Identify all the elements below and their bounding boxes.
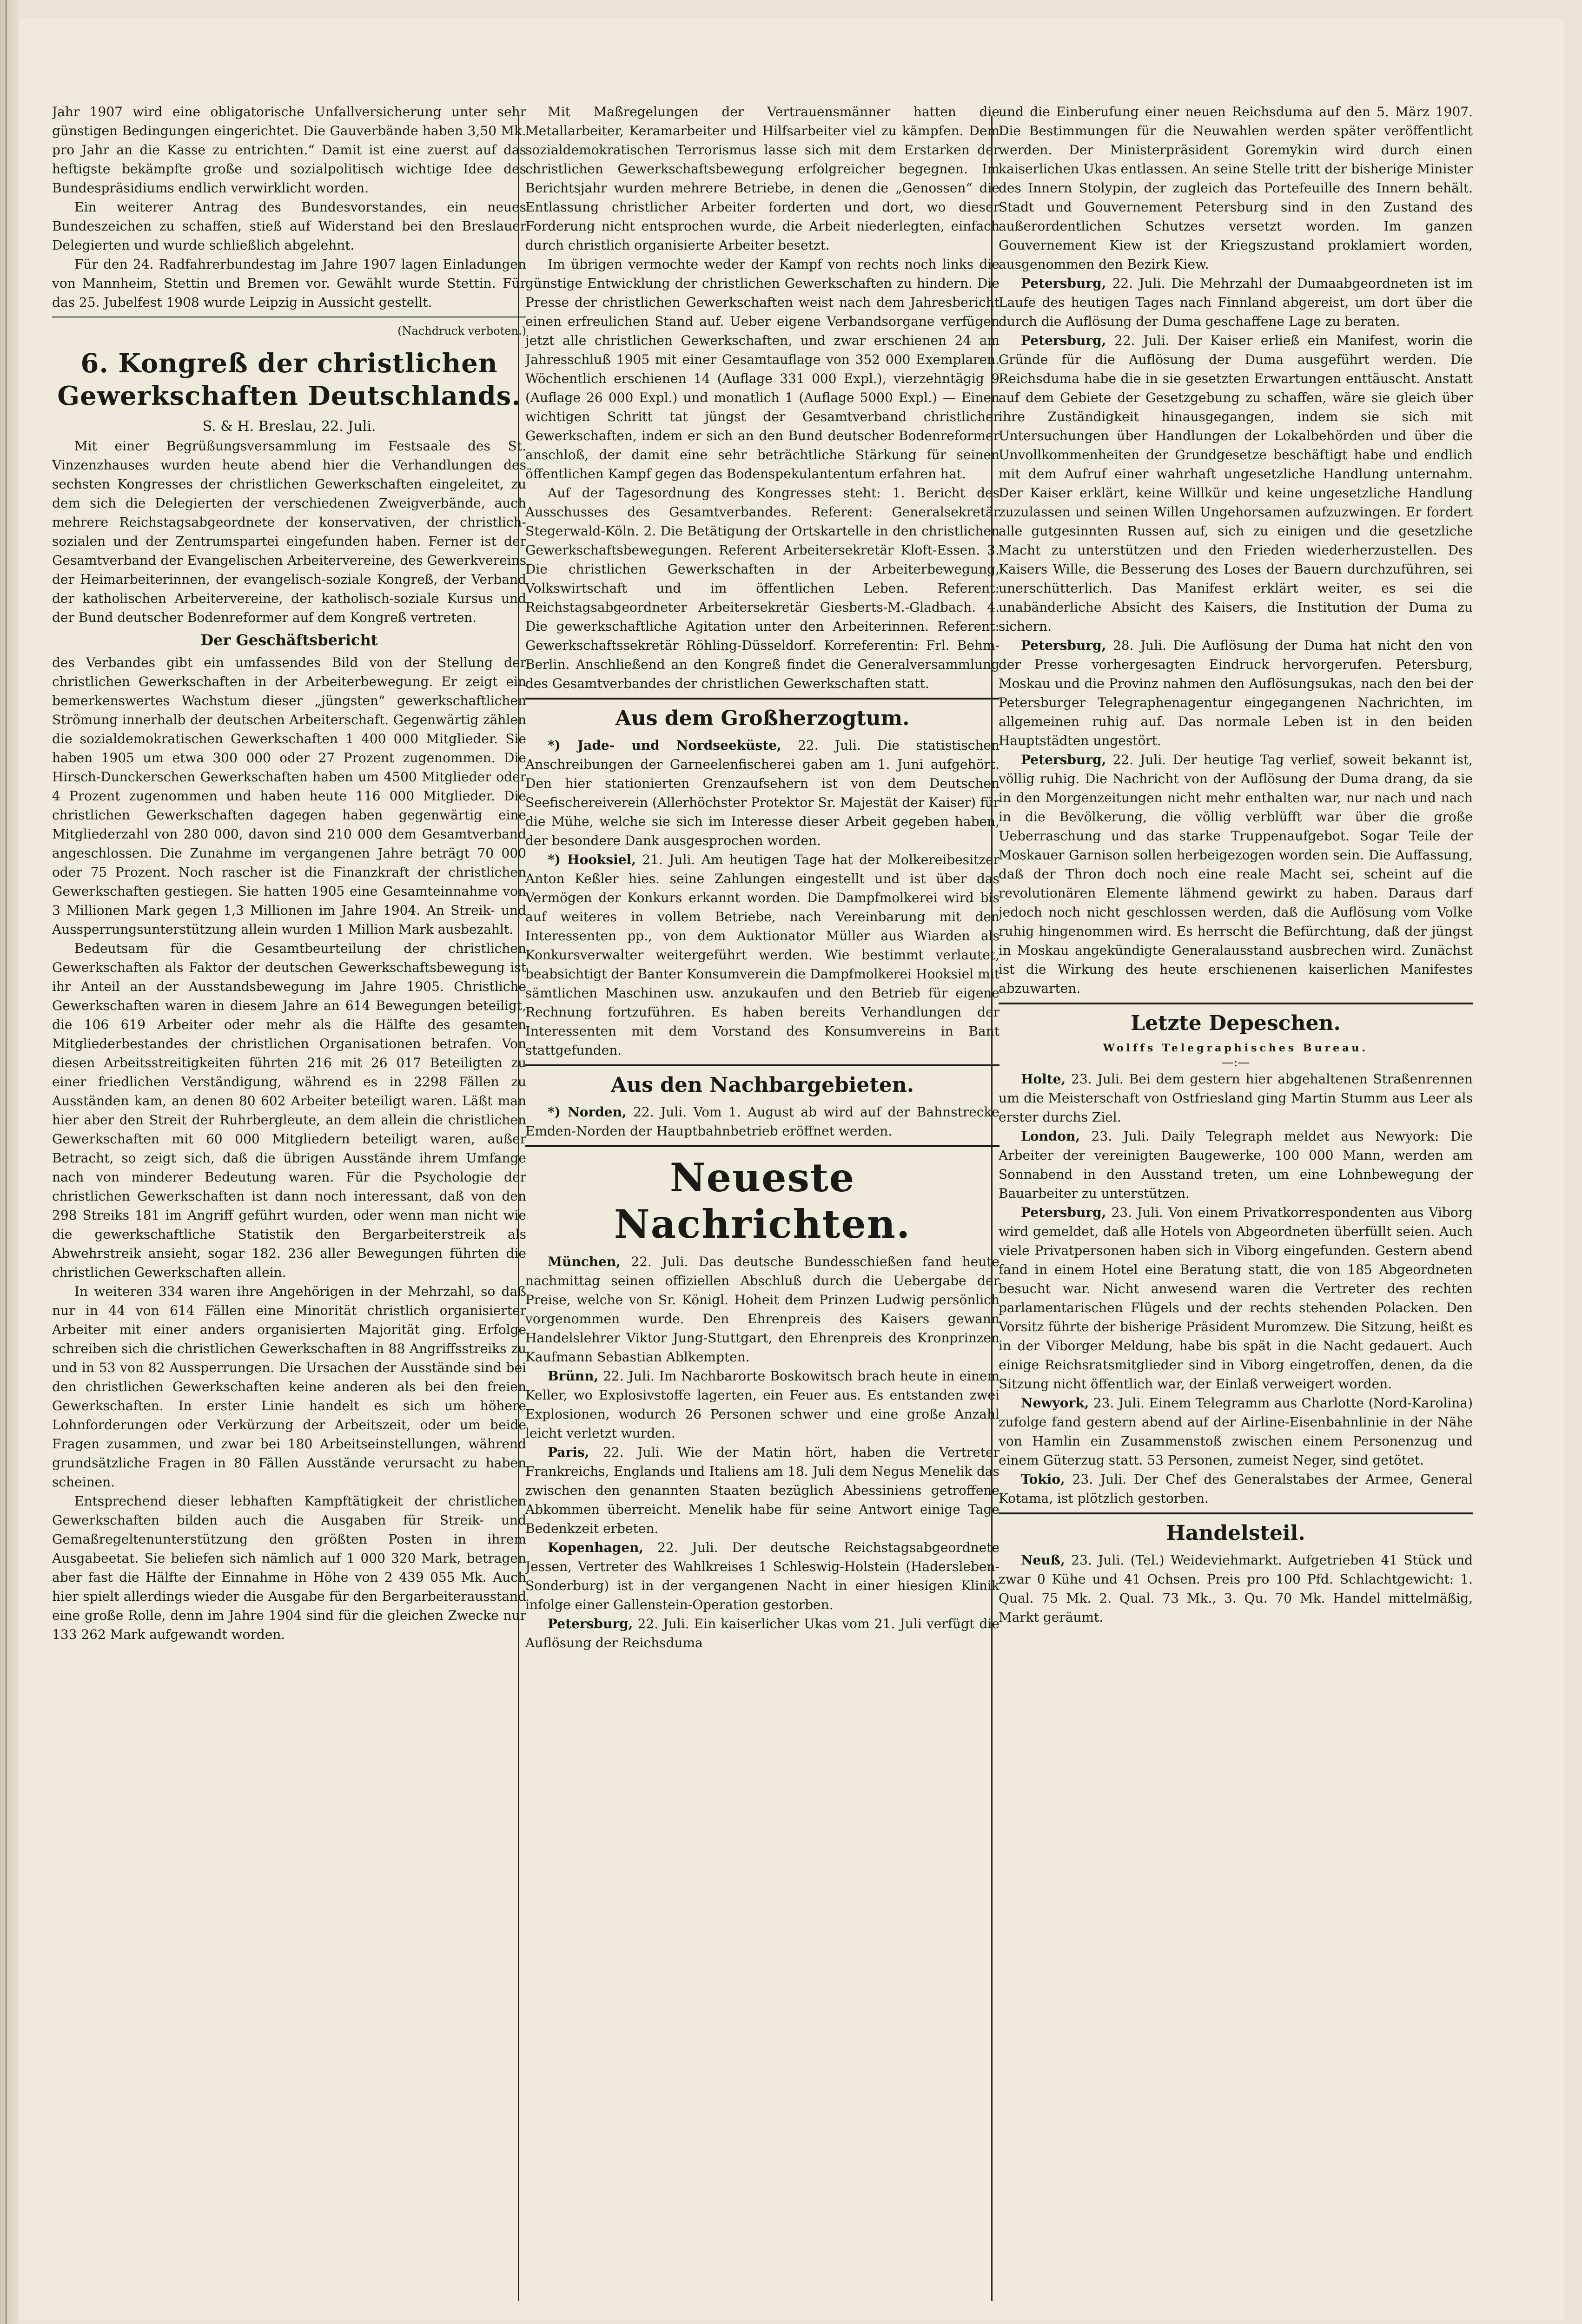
paragraph-text: 22. Juli. Die statistischen Anschreibungen der Garneelenfischerei gaben am 1. Juni aufgehört. Den hier stationierten Grenzaufsehern ist von dem Deutschen Seefischereiverein (Allerhöchster Protektor Sr. Majestät der Kaiser) für die Mühe, welche sie sich im Interesse dieser Arbeit gegeben haben, der besondere Dank ausgesprochen worden. xyxy=(525,738,1000,848)
paragraph-text: 22. Juli. Das deutsche Bundesschießen fand heute nachmittag seinen offiziellen Abschluß durch die Uebergabe der Preise, welche von Sr. Königl. Hoheit dem Prinzen Ludwig persönlich vorgenommen wurde. Den Ehrenpreis des Kaisers gewann Handelslehrer Viktor Jung-Stuttgart, den Ehrenpreis des Kronprinzen Kaufmann Sebastian Ablkempten. xyxy=(525,1254,1000,1365)
dateline: Petersburg, xyxy=(1021,638,1106,653)
paragraph-text: 21. Juli. Am heutigen Tage hat der Molkereibesitzer Anton Keßler hies. seine Zahlungen eingestellt und ist über das Vermögen der Konkurs erkannt worden. Die Dampfmolkerei wird bis auf weiteres in vollem Betriebe, nach Vereinbarung mit den Interessenten pp., von dem Auktionator Müller aus Wiarden als Konkursverwalter weitergeführt werden. Wie bestimmt verlautet, beabsichtigt der Banter Konsumverein die Dampfmolkerei Hooksiel mit sämtlichen Maschinen usw. anzukaufen und den Betrieb für eigene Rechnung fortzuführen. Es haben bereits Verhandlungen der Interessenten mit dem Vorstand des Konsumvereins in Bant stattgefunden. xyxy=(525,852,1000,1058)
paragraph-text: 22. Juli. Ein kaiserlicher Ukas vom 21. Juli verfügt die Auflösung der Reichsduma xyxy=(525,1616,1000,1651)
section-rule xyxy=(525,1064,1000,1066)
separator: —:— xyxy=(1221,1056,1250,1070)
dateline: Kopenhagen, xyxy=(548,1540,644,1555)
paragraph-text: 23. Juli. Von einem Privatkorrespondenten aus Viborg wird gemeldet, daß alle Hotels von Abgeordneten überfüllt seien. Auch viele Privatpersonen haben sich in Viborg eingefunden. Gestern abend fand in einem Hotel eine Beratung statt, die von 185 Abgeordneten besucht war. Nicht anwesend waren die Vertreter des rechten parlamentarischen Flügels und der rechts stehenden Polacken. Den Vorsitz führte der bisherige Präsident Muromzew. Die Sitzung, heißt es in der Viborger Meldung, habe bis spät in die Nacht gedauert. Auch einige Reichsratsmitglieder sind in Viborg eingetroffen, denen, da die Sitzung nicht öffentlich war, der Einlaß verweigert worden. xyxy=(999,1205,1473,1392)
column-2 xyxy=(525,102,1000,1652)
paragraph-text: 23. Juli. (Tel.) Weideviehmarkt. Aufgetrieben 41 Stück und zwar 0 Kühe und 41 Ochsen. Preis pro 100 Pfd. Schlachtgewicht: 1. Qual. 75 Mk. 2. Qual. 73 Mk., 3. Qu. 70 Mk. Handel mittelmäßig, Markt geräumt. xyxy=(999,1552,1473,1625)
dateline: Petersburg, xyxy=(548,1616,633,1631)
newspaper-page xyxy=(19,19,1563,2319)
paragraph-text: 23. Juli. Bei dem gestern hier abgehaltenen Straßenrennen um die Meisterschaft von Ostfriesland ging Martin Stumm aus Leer als erster durchs Ziel. xyxy=(999,1071,1473,1125)
section-heading-large: Neueste Nachrichten. xyxy=(614,1155,911,1247)
gutter-line xyxy=(6,0,7,2324)
page-gutter xyxy=(0,0,19,2324)
section-heading: Letzte Depeschen. xyxy=(1131,1011,1341,1035)
paragraph: Im übrigen vermochte weder der Kampf von rechts noch links die günstige Entwicklung der christlichen Gewerkschaften zu hindern. Die Presse der christlichen Gewerkschaften weist nach dem Jahresbericht einen erfreulichen Stand auf. Ueber eigene Verbandsorgane verfügen jetzt alle christlichen Gewerkschaften, und zwar erschienen 24 am Jahresschluß 1905 mit einer Gesamtauflage von 352 000 Exemplaren. Wöchentlich erschienen 14 (Auflage 331 000 Expl.), vierzehntägig 9 (Auflage 26 000 Expl.) und monatlich 1 (Auflage 5000 Expl.) — Einen wichtigen Schritt tat jüngst der Gesamtverband christlicher Gewerkschaften, indem er sich an den Bund deutscher Bodenreformer anschloß, der damit eine sehr beträchtliche Stärkung für seinen öffentlichen Kampf gegen das Bodenspekulantentum erfahren hat. xyxy=(525,257,1000,482)
paragraph: Mit einer Begrüßungsversammlung im Festsaale des St. Vinzenzhauses wurden heute abend hier die Verhandlungen des sechsten Kongresses der christlichen Gewerkschaften eingeleitet, zu dem sich die Delegierten der verschiedenen Zweigverbände, auch mehrere Reichstagsabgeordnete der konservativen, der christlich-sozialen und der Zentrumspartei eingefunden haben. Ferner ist der Gesamtverband der Evangelischen Arbeitervereine, des Gewerkvereins der Heimarbeiterinnen, der evangelisch-soziale Kongreß, der Verband der katholischen Arbeitervereine, der katholisch-soziale Kursus und der Bund deutscher Bodenreformer auf dem Kongreß vertreten. xyxy=(52,438,526,625)
dateline: Tokio, xyxy=(1021,1472,1065,1487)
paragraph-text: 22. Juli. Vom 1. August ab wird auf der Bahnstrecke Emden-Norden der Hauptbahnbetrieb eröffnet werden. xyxy=(525,1104,1000,1139)
reprint-note: (Nachdruck verboten.) xyxy=(397,324,526,337)
dateline: Petersburg, xyxy=(1021,276,1106,291)
section-heading: Aus den Nachbargebieten. xyxy=(610,1073,914,1097)
section-rule xyxy=(525,1145,1000,1147)
paragraph: Jahr 1907 wird eine obligatorische Unfallversicherung unter sehr günstigen Bedingungen eingerichtet. Die Gauverbände haben 3,50 Mk. pro Jahr an die Kasse zu entrichten.“ Damit ist eine zuerst auf das heftigste bekämpfte große und sozialpolitisch wichtige Idee des Bundespräsidiums endlich verwirklicht worden. xyxy=(52,104,526,196)
paragraph-text: 22. Juli. Der Kaiser erließ ein Manifest, worin die Gründe für die Auflösung der Duma ausgeführt werden. Die Reichsduma habe die in sie gesetzten Erwartungen enttäuscht. Anstatt auf dem Gebiete der Gesetzgebung zu schaffen, wäre sie gleich über ihre Zuständigkeit hinausgegangen, indem sie sich mit Untersuchungen über Handlungen der Lokalbehörden und über die Unvollkommenheiten der Grundgesetze beschäftigt habe und endlich mit dem Aufruf einer wahrhaft ungesetzliche Handlung unternahm. Der Kaiser erklärt, keine Willkür und keine ungesetzliche Handlung zuzulassen und seinen Willen Ungehorsamen aufzuzwingen. Er fordert alle gutgesinnten Russen auf, sich zu einigen und die gesetzliche Macht zu unterstützen und den Frieden wiederherzustellen. Des Kaisers Wille, die Besserung des Loses der Bauern durchzuführen, sei unerschütterlich. Das Manifest erklärt weiter, es sei die unabänderliche Absicht des Kaisers, die Institution der Duma zu sichern. xyxy=(999,333,1473,634)
paragraph: Ein weiterer Antrag des Bundesvorstandes, ein neues Bundeszeichen zu schaffen, stieß auf Widerstand bei den Breslauer Delegierten und wurde schließlich abgelehnt. xyxy=(52,199,526,253)
dateline: Neuß, xyxy=(1021,1552,1065,1568)
paragraph: Bedeutsam für die Gesamtbeurteilung der christlichen Gewerkschaften als Faktor der deutschen Gewerkschaftsbewegung ist ihr Anteil an der Ausstandsbewegung im Jahre 1905. Christliche Gewerkschaften waren in diesem Jahre an 614 Bewegungen beteiligt, die 106 619 Arbeiter oder mehr als die Hälfte des gesamten Mitgliederbestandes der christlichen Organisationen betrafen. Von diesen Arbeitsstreitigkeiten führten 216 mit 26 017 Beteiligten zu einer friedlichen Verständigung, während es in 2298 Fällen zu Ausständen kam, an denen 80 602 Arbeiter beteiligt waren. Läßt man hier aber den Streit der Ruhrbergleute, an dem allein die christlichen Gewerkschaften mit 60 000 Mitgliedern beteiligt waren, außer Betracht, so zeigt sich, daß die übrigen Ausstände ihrem Umfange nach von minderer Bedeutung waren. Für die Psychologie der christlichen Gewerkschaften ist dann noch interessant, daß von den 298 Streiks 181 im Angriff geführt wurden, oder wenn man nicht wie die gewerkschaftliche Statistik den Bergarbeiterstreik als Abwehrstreik ansieht, sogar 182. 236 aller Bewegungen führten die christlichen Gewerkschaften allein. xyxy=(52,941,526,1280)
paragraph: und die Einberufung einer neuen Reichsduma auf den 5. März 1907. Die Bestimmungen für die Neuwahlen werden später veröffentlicht werden. Der Ministerpräsident Goremykin wird durch einen kaiserlichen Ukas entlassen. An seine Stelle tritt der bisherige Minister des Innern Stolypin, der zugleich das Portefeuille des Innern behält. Stadt und Gouvernement Petersburg sind in den Zustand des außerordentlichen Schutzes versetzt worden. Im ganzen Gouvernement Kiew ist der Kriegszustand proklamiert worden, ausgenommen den Bezirk Kiew. xyxy=(999,104,1473,272)
dateline: Petersburg, xyxy=(1021,333,1106,348)
paragraph-text: 22. Juli. Die Mehrzahl der Dumaabgeordneten ist im Laufe des heutigen Tages nach Finnland abgereist, um dort über die durch die Auflösung der Duma geschaffene Lage zu beraten. xyxy=(999,276,1473,329)
dateline: Holte, xyxy=(1021,1071,1066,1087)
paragraph-text: 23. Juli. Einem Telegramm aus Charlotte (Nord-Karolina) zufolge fand gestern abend auf der Airline-Eisenbahnlinie in der Nähe von Hamlin ein Zusammenstoß zwischen einem Personenzug und einem Güterzug statt. 53 Personen, zumeist Neger, sind getötet. xyxy=(999,1395,1473,1468)
dateline: *) Jade- und Nordseeküste, xyxy=(548,738,781,753)
section-rule xyxy=(999,1512,1473,1514)
dateline: Brünn, xyxy=(548,1368,599,1384)
dateline: *) Norden, xyxy=(548,1104,627,1120)
section-rule xyxy=(999,1003,1473,1004)
dateline: Paris, xyxy=(548,1445,589,1460)
section-heading: Handelsteil. xyxy=(1166,1521,1305,1545)
paragraph-text: 22. Juli. Im Nachbarorte Boskowitsch brach heute in einem Keller, wo Explosivstoffe lagerten, ein Feuer aus. Es entstanden zwei Explosionen, wodurch 26 Personen schwer und eine große Anzahl leicht verletzt wurden. xyxy=(525,1368,1000,1441)
paragraph: In weiteren 334 waren ihre Angehörigen in der Mehrzahl, so daß nur in 44 von 614 Fällen eine Minorität christlich organisierter Arbeiter mit einer anders organisierten Majorität ging. Erfolge schreiben sich die christlichen Gewerkschaften in 88 Angriffsstreiks zu und in 53 von 82 Aussperrungen. Die Ursachen der Ausstände sind bei den christlichen Gewerkschaften keine anderen als bei den freien Gewerkschaften. In erster Linie handelt es sich um höhere Lohnforderungen oder Verkürzung der Arbeitszeit, oder um beide Fragen zusammen, und zwar bei 180 Arbeitseinstellungen, während grundsätzliche Fragen in 80 Fällen Ausstände verursacht zu haben scheinen. xyxy=(52,1284,526,1490)
paragraph-text: 22. Juli. Der deutsche Reichstagsabgeordnete Jessen, Vertreter des Wahlkreises 1 Schleswig-Holstein (Hadersleben-Sonderburg) ist in der vergangenen Nacht in einer hiesigen Klinik infolge einer Gallenstein-Operation gestorben. xyxy=(525,1540,1000,1612)
paragraph-text: 22. Juli. Wie der Matin hört, haben die Vertreter Frankreichs, Englands und Italiens am 18. Juli dem Negus Menelik das zwischen den genannten Staaten bezüglich Abessiniens getroffene Abkommen überreicht. Menelik habe für seine Antwort einige Tage Bedenkzeit erbeten. xyxy=(525,1445,1000,1536)
article-headline: 6. Kongreß der christlichen Gewerkschaften Deutschlands. xyxy=(57,348,521,411)
dateline: London, xyxy=(1021,1129,1080,1144)
agency-line: Wolffs Telegraphisches Bureau. xyxy=(1103,1042,1368,1054)
paragraph: Mit Maßregelungen der Vertrauensmänner hatten die Metallarbeiter, Keramarbeiter und Hilfsarbeiter viel zu kämpfen. Dem sozialdemokratischen Terrorismus lasse sich mit dem Erstarken der christlichen Gewerkschaftsbewegung erfolgreicher begegnen. Im Berichtsjahr wurden mehrere Betriebe, in denen die „Genossen“ die Entlassung christlicher Arbeiter forderten und dort, wo dieser Forderung nicht entsprochen wurde, die Arbeit niederlegten, einfach durch christlich organisierte Arbeiter besetzt. xyxy=(525,104,1000,253)
paragraph: des Verbandes gibt ein umfassendes Bild von der Stellung der christlichen Gewerkschaften in der Arbeiterbewegung. Er zeigt ein bemerkenswertes Wachstum dieser „jüngsten“ gewerkschaftlichen Strömung innerhalb der deutschen Arbeiterschaft. Gegenwärtig zählen die sozialdemokratischen Gewerkschaften 1 400 000 Mitglieder. Sie haben 1905 um etwa 300 000 oder 27 Prozent zugenommen. Die Hirsch-Dunckerschen Gewerkschaften haben um 4500 Mitglieder oder 4 Prozent zugenommen und haben heute 116 000 Mitglieder. Die christlichen Gewerkschaften dagegen haben gegenwärtig eine Mitgliederzahl von 280 000, davon sind 210 000 dem Gesamtverband angeschlossen. Die Zunahme im vergangenen Jahre beträgt 70 000 oder 75 Prozent. Noch rascher ist die Finanzkraft der christlichen Gewerkschaften gestiegen. Sie hatten 1905 eine Gesamteinnahme von 3 Millionen Mark gegen 1,3 Millionen im Jahre 1904. An Streik- und Aussperrungsunterstützung allein wurden 1 Million Mark ausbezahlt. xyxy=(52,655,526,937)
section-rule xyxy=(525,698,1000,700)
column-1 xyxy=(52,102,526,1644)
paragraph-text: 23. Juli. Daily Telegraph meldet aus Newyork: Die Arbeiter der vereinigten Baugewerke, 100 000 Mann, werden am Sonnabend in den Ausstand treten, um eine Lohnbewegung der Bauarbeiter zu unterstützen. xyxy=(999,1129,1473,1201)
paragraph: Für den 24. Radfahrerbundestag im Jahre 1907 lagen Einladungen von Mannheim, Stettin und Bremen vor. Gewählt wurde Stettin. Für das 25. Jubelfest 1908 wurde Leipzig in Aussicht gestellt. xyxy=(52,257,526,310)
paragraph-text: 28. Juli. Die Auflösung der Duma hat nicht den von der Presse vorhergesagten Eindruck hervorgerufen. Petersburg, Moskau und die Provinz nahmen den Auflösungsukas, nach den bei der Petersburger Telegraphenagentur eingegangenen Nachrichten, im allgemeinen ruhig auf. Das normale Leben ist in den beiden Hauptstädten ungestört. xyxy=(999,638,1473,748)
dateline: Newyork, xyxy=(1021,1395,1089,1411)
dateline: Petersburg, xyxy=(1021,752,1106,767)
paragraph: Auf der Tagesordnung des Kongresses steht: 1. Bericht des Ausschusses des Gesamtverbandes. Referent: Generalsekretär Stegerwald-Köln. 2. Die Betätigung der Ortskartelle in den christlichen Gewerkschaftsbewegungen. Referent Arbeitersekretär Kloft-Essen. 3. Die christlichen Gewerkschaften in der Arbeiterbewegung, Volkswirtschaft und im öffentlichen Leben. Referent: Reichstagsabgeordneter Arbeitersekretär Giesberts-M.-Gladbach. 4. Die gewerkschaftliche Agitation unter den Arbeiterinnen. Referent: Gewerkschaftssekretär Röhling-Düsseldorf. Korreferentin: Frl. Behm-Berlin. Anschließend an den Kongreß findet die Generalversammlung des Gesamtverbandes der christlichen Gewerkschaften statt. xyxy=(525,485,1000,691)
section-heading: Aus dem Großherzogtum. xyxy=(615,706,910,730)
paragraph-text: 23. Juli. Der Chef des Generalstabes der Armee, General Kotama, ist plötzlich gestorben. xyxy=(999,1472,1473,1506)
article-byline: S. & H. Breslau, 22. Juli. xyxy=(202,418,376,435)
dateline: *) Hooksiel, xyxy=(548,852,636,867)
dateline: München, xyxy=(548,1254,621,1269)
subheading: Der Geschäftsbericht xyxy=(200,631,378,649)
column-3 xyxy=(999,102,1473,1627)
paragraph: Entsprechend dieser lebhaften Kampftätigkeit der christlichen Gewerkschaften bilden auch die Ausgaben für Streik- und Gemaßregeltenunterstützung den größten Posten in ihrem Ausgabeetat. Sie beliefen sich nämlich auf 1 000 320 Mark, betragen aber fast die Hälfte der Einnahme in Höhe von 2 439 055 Mk. Auch hier spielt allerdings wieder die Ausgabe für den Bergarbeiterausstand eine große Rolle, denn im Jahre 1904 sind für die gleichen Zwecke nur 133 262 Mark aufgewandt worden. xyxy=(52,1493,526,1642)
dateline: Petersburg, xyxy=(1021,1205,1106,1220)
paragraph-text: 22. Juli. Der heutige Tag verlief, soweit bekannt ist, völlig ruhig. Die Nachricht von der Auflösung der Duma drang, da sie in den Morgenzeitungen nicht mehr enthalten war, nur nach und nach in die Bevölkerung, die völlig verblüfft war über die große Ueberraschung und das starke Truppenaufgebot. Sogar Teile der Moskauer Garnison sollen herbeigezogen worden sein. Die Auffassung, daß der Thron doch noch eine reale Macht sei, scheint auf die revolutionären Elemente lähmend gewirkt zu haben. Daraus darf jedoch noch nicht geschlossen werden, daß die Auflösung vom Volke ruhig hingenommen wird. Es herrscht die Befürchtung, daß der jüngst in Moskau angekündigte Generalausstand ausbrechen wird. Zunächst ist die Wirkung des heute erschienenen kaiserlichen Manifestes abzuwarten. xyxy=(999,752,1473,996)
